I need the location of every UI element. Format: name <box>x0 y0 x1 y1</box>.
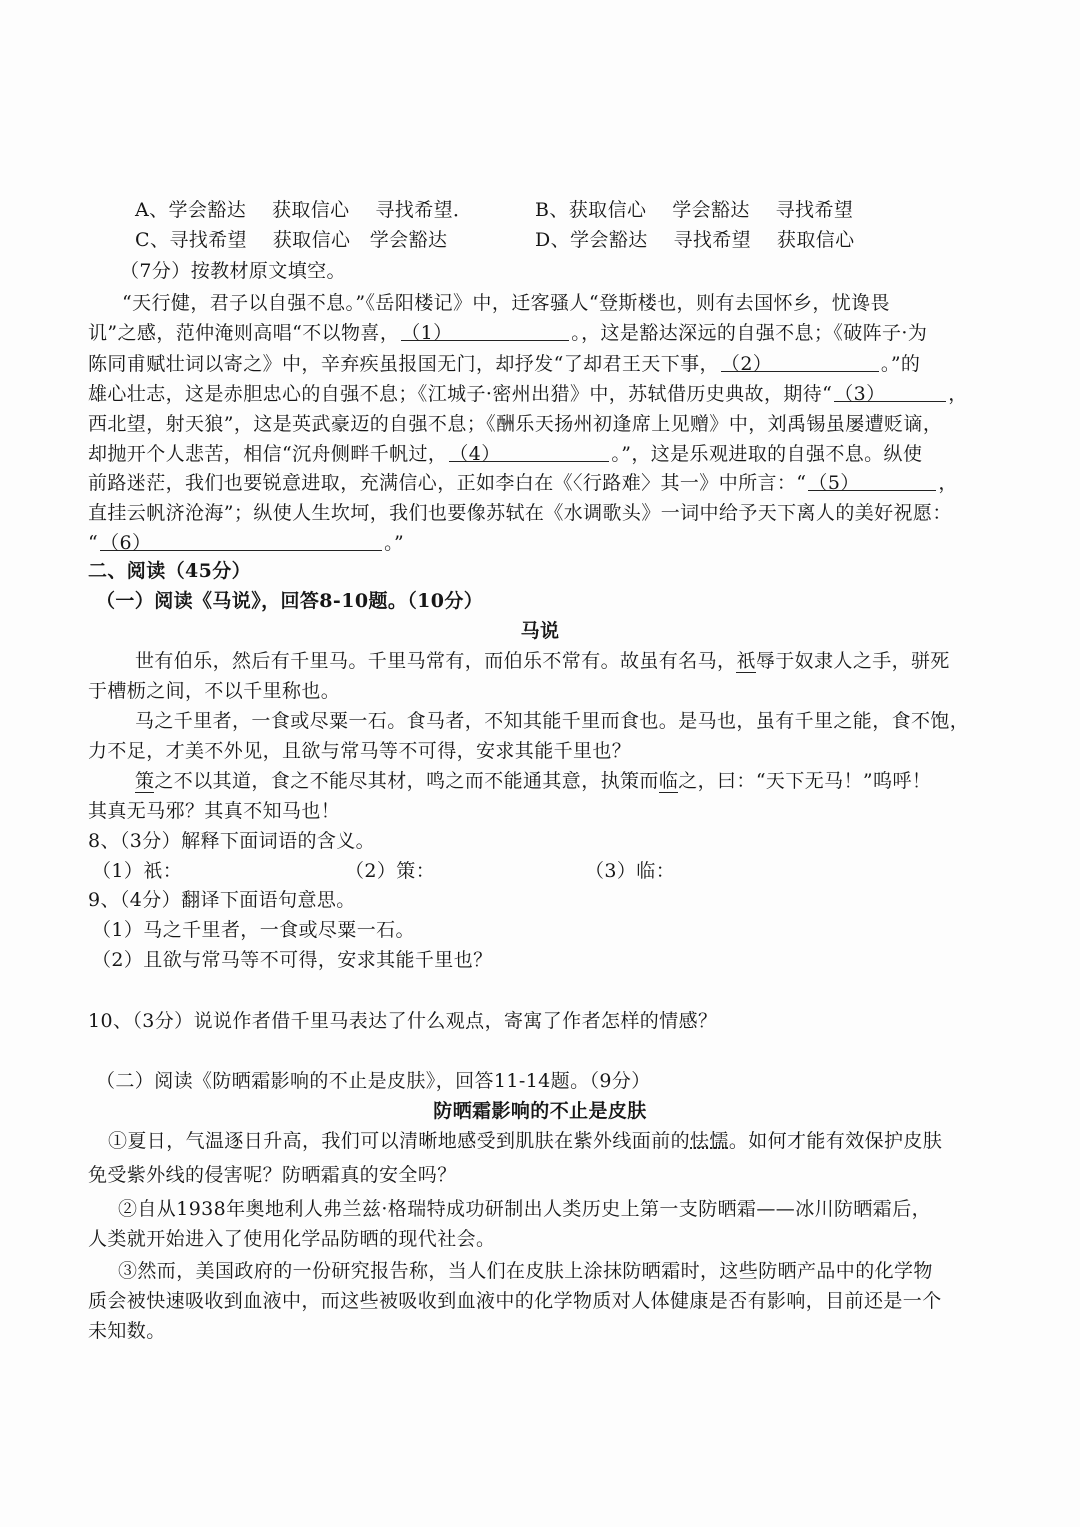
mashuo-p1-line1: 世有伯乐，然后有千里马。千里马常有，而伯乐不常有。故虽有名马，祇辱于奴隶人之手，骈死 <box>135 650 950 672</box>
option-c: C、寻找希望 获取信心 学会豁达 <box>135 229 448 251</box>
mashuo-p2-line1: 马之千里者，一食或尽粟一石。食马者，不知其能千里而食也。是马也，虽有千里之能，食不饱， <box>135 710 970 732</box>
question-10: 10、（3分）说说作者借千里马表达了什么观点，寄寓了作者怎样的情感？ <box>88 1010 718 1032</box>
underlined-word-ce: 策 <box>135 770 155 792</box>
blank-3[interactable]: （3） <box>834 381 946 402</box>
question-8-item-1: （1）祇： <box>92 860 183 882</box>
sunscreen-p2-line1: ②自从1938年奥地利人弗兰兹·格瑞特成功研制出人类历史上第一支防晒霜——冰川防晒霜后， <box>118 1198 931 1220</box>
option-a: A、学会豁达 获取信心 寻找希望． <box>135 199 473 221</box>
blank-2[interactable]: （2） <box>721 351 879 372</box>
part2-title: 防晒霜影响的不止是皮肤 <box>433 1100 647 1122</box>
q7-line-8: 直挂云帆济沧海”；纵使人生坎坷，我们也要像苏轼在《水调歌头》一词中给予天下离人的美好祝愿： <box>88 502 952 524</box>
sunscreen-p2-line2: 人类就开始进入了使用化学品防晒的现代社会。 <box>88 1228 496 1250</box>
emphasized-word-qienuo: 怯懦 <box>690 1130 729 1152</box>
part1-heading: （一）阅读《马说》，回答8-10题。（10分） <box>96 590 484 612</box>
blank-4[interactable]: （4） <box>449 441 609 462</box>
blank-1[interactable]: （1） <box>401 320 569 341</box>
underlined-word-zhi: 祇 <box>736 650 756 672</box>
option-d: D、学会豁达 寻找希望 获取信心 <box>535 229 855 251</box>
question-9: 9、（4分）翻译下面语句意思。 <box>88 889 356 911</box>
question-9-item-1: （1）马之千里者，一食或尽粟一石。 <box>92 919 415 941</box>
sunscreen-p1-line2: 免受紫外线的侵害呢？防晒霜真的安全吗？ <box>88 1164 457 1186</box>
blank-6[interactable]: （6） <box>100 530 382 551</box>
mashuo-p3-line1: 策之不以其道，食之不能尽其材，鸣之而不能通其意，执策而临之，曰：“天下无马！”呜呼！ <box>135 770 932 792</box>
q7-line-9: “ （6） 。” <box>88 532 405 554</box>
mashuo-p1-line2: 于槽枥之间，不以千里称也。 <box>88 680 341 702</box>
q7-line-5: 西北望，射天狼”，这是英武豪迈的自强不息；《酬乐天扬州初逢席上见赠》中，刘禹锡虽屡遭贬谪， <box>88 413 943 435</box>
q7-line-7: 前路迷茫，我们也要锐意进取，充满信心，正如李白在《〈行路难〉其一》中所言：“ （5） ， <box>88 472 958 494</box>
mashuo-p2-line2: 力不足，才美不外见，且欲与常马等不可得，安求其能千里也？ <box>88 740 632 762</box>
option-b: B、获取信心 学会豁达 寻找希望 <box>535 199 854 221</box>
part2-heading: （二）阅读《防晒霜影响的不止是皮肤》，回答11-14题。（9分） <box>96 1070 651 1092</box>
sunscreen-p3-line2: 质会被快速吸收到血液中，而这些被吸收到血液中的化学物质对人体健康是否有影响，目前还是一个 <box>88 1290 942 1312</box>
q7-line-2: 讥”之感，范仲淹则高唱“不以物喜， （1） 。，这是豁达深远的自强不息；《破阵子·为 <box>88 322 928 344</box>
question-8-item-2: （2）策： <box>345 860 436 882</box>
question-9-item-2: （2）且欲与常马等不可得，安求其能千里也？ <box>92 949 493 971</box>
q7-header: （7分）按教材原文填空。 <box>120 260 346 282</box>
sunscreen-p3-line1: ③然而，美国政府的一份研究报告称，当人们在皮肤上涂抹防晒霜时，这些防晒产品中的化学物 <box>118 1260 933 1282</box>
sunscreen-p3-line3: 未知数。 <box>88 1320 166 1342</box>
q7-line-6: 却抛开个人悲苦，相信“沉舟侧畔千帆过， （4） 。”，这是乐观进取的自强不息。纵使 <box>88 443 923 465</box>
blank-5[interactable]: （5） <box>808 470 936 491</box>
sunscreen-p1-line1: ①夏日，气温逐日升高，我们可以清晰地感受到肌肤在紫外线面前的怯懦。如何才能有效保护皮肤 <box>108 1130 943 1152</box>
q7-line-3: 陈同甫赋壮词以寄之》中，辛弃疾虽报国无门，却抒发“了却君王天下事， （2） 。”的 <box>88 353 921 375</box>
q7-line-4: 雄心壮志，这是赤胆忠心的自强不息；《江城子·密州出猎》中，苏轼借历史典故，期待“ （3） ， <box>88 383 968 405</box>
part1-title: 马说 <box>520 620 560 642</box>
section-heading-reading: 二、阅读（45分） <box>88 560 252 582</box>
q7-line-1: “天行健，君子以自强不息。”《岳阳楼记》中，迁客骚人“登斯楼也，则有去国怀乡，忧谗畏 <box>122 292 890 314</box>
question-8: 8、（3分）解释下面词语的含义。 <box>88 830 376 852</box>
underlined-word-lin: 临 <box>658 770 679 792</box>
mashuo-p3-line2: 其真无马邪？其真不知马也！ <box>88 800 341 822</box>
question-8-item-3: （3）临： <box>585 860 676 882</box>
